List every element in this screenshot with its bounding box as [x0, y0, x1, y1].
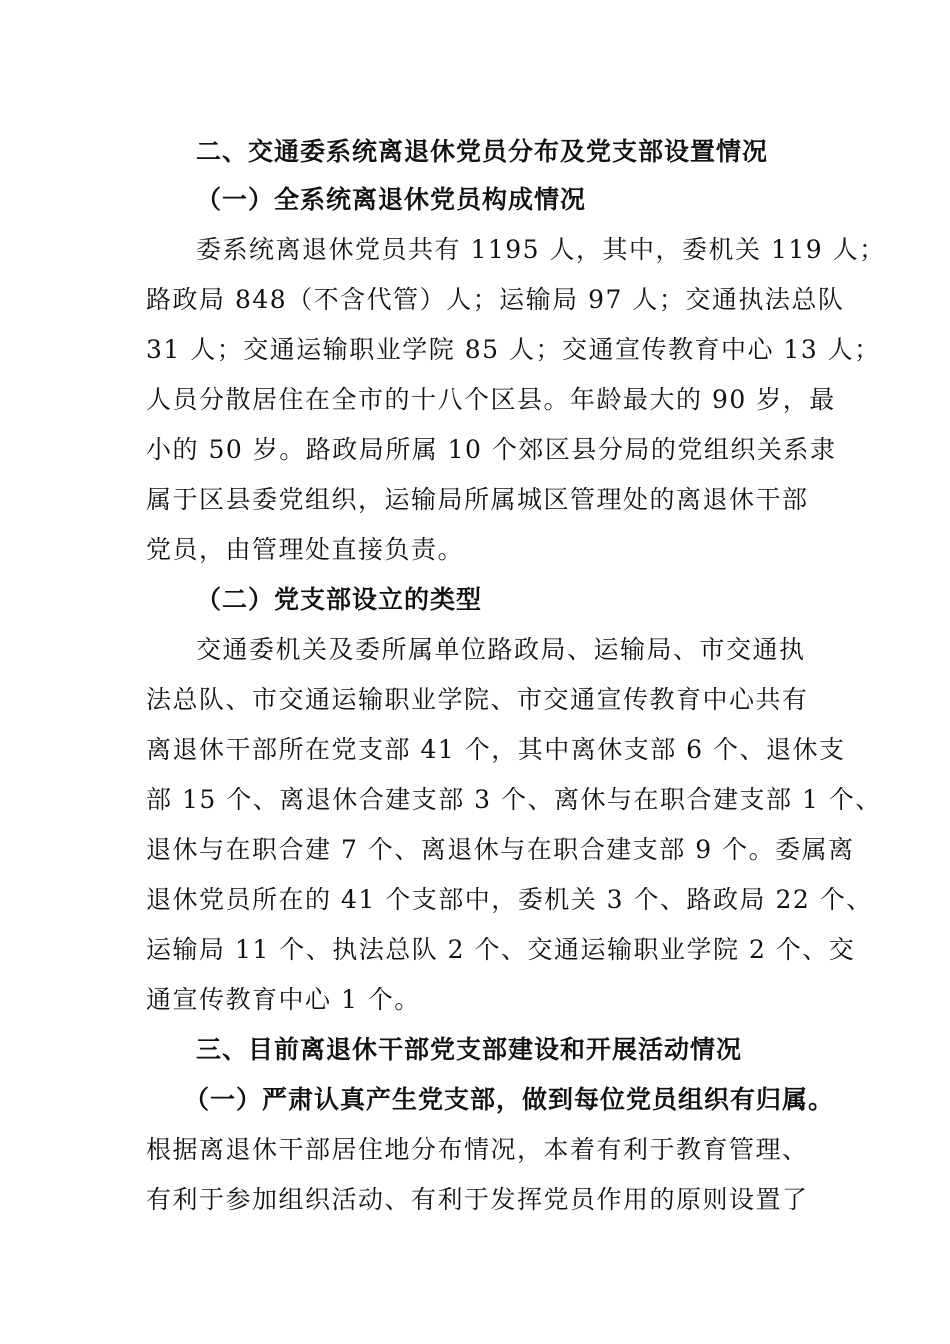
subsection-2-2-heading: （二）党支部设立的类型 [196, 585, 483, 614]
section-3-heading: 三、目前离退休干部党支部建设和开展活动情况 [196, 1035, 743, 1064]
paragraph-line: 退休与在职合建 7 个、离退休与在职合建支部 9 个。委属离 [146, 835, 855, 864]
paragraph-line: 根据离退休干部居住地分布情况，本着有利于教育管理、 [146, 1135, 809, 1164]
subsection-2-1-heading: （一）全系统离退休党员构成情况 [196, 185, 587, 214]
paragraph-line: 属于区县委党组织，运输局所属城区管理处的离退休干部 [146, 485, 809, 514]
paragraph-line: 人员分散居住在全市的十八个区县。年龄最大的 90 岁，最 [146, 385, 836, 414]
paragraph-line: 小的 50 岁。路政局所属 10 个郊区县分局的党组织关系隶 [146, 435, 837, 464]
paragraph-line: 通宣传教育中心 1 个。 [146, 985, 421, 1014]
paragraph-line: 交通委机关及委所属单位路政局、运输局、市交通执 [196, 635, 806, 664]
paragraph-line: 有利于参加组织活动、有利于发挥党员作用的原则设置了 [146, 1185, 809, 1214]
paragraph-line: 委系统离退休党员共有 1195 人，其中，委机关 119 人； [196, 235, 886, 264]
subsection-3-1-heading: （一）严肃认真产生党支部，做到每位党员组织有归属。 [184, 1085, 835, 1114]
paragraph-line: 路政局 848（不含代管）人；运输局 97 人；交通执法总队 [146, 285, 845, 314]
paragraph-line: 31 人；交通运输职业学院 85 人；交通宣传教育中心 13 人； [146, 335, 881, 364]
paragraph-line: 运输局 11 个、执法总队 2 个、交通运输职业学院 2 个、交 [146, 935, 856, 964]
paragraph-line: 党员，由管理处直接负责。 [146, 535, 465, 564]
paragraph-line: 离退休干部所在党支部 41 个，其中离休支部 6 个、退休支 [146, 735, 846, 764]
paragraph-line: 退休党员所在的 41 个支部中，委机关 3 个、路政局 22 个、 [146, 885, 873, 914]
section-2-heading: 二、交通委系统离退休党员分布及党支部设置情况 [196, 137, 769, 166]
paragraph-line: 部 15 个、离退休合建支部 3 个、离休与在职合建支部 1 个、 [146, 785, 882, 814]
paragraph-line: 法总队、市交通运输职业学院、市交通宣传教育中心共有 [146, 685, 809, 714]
